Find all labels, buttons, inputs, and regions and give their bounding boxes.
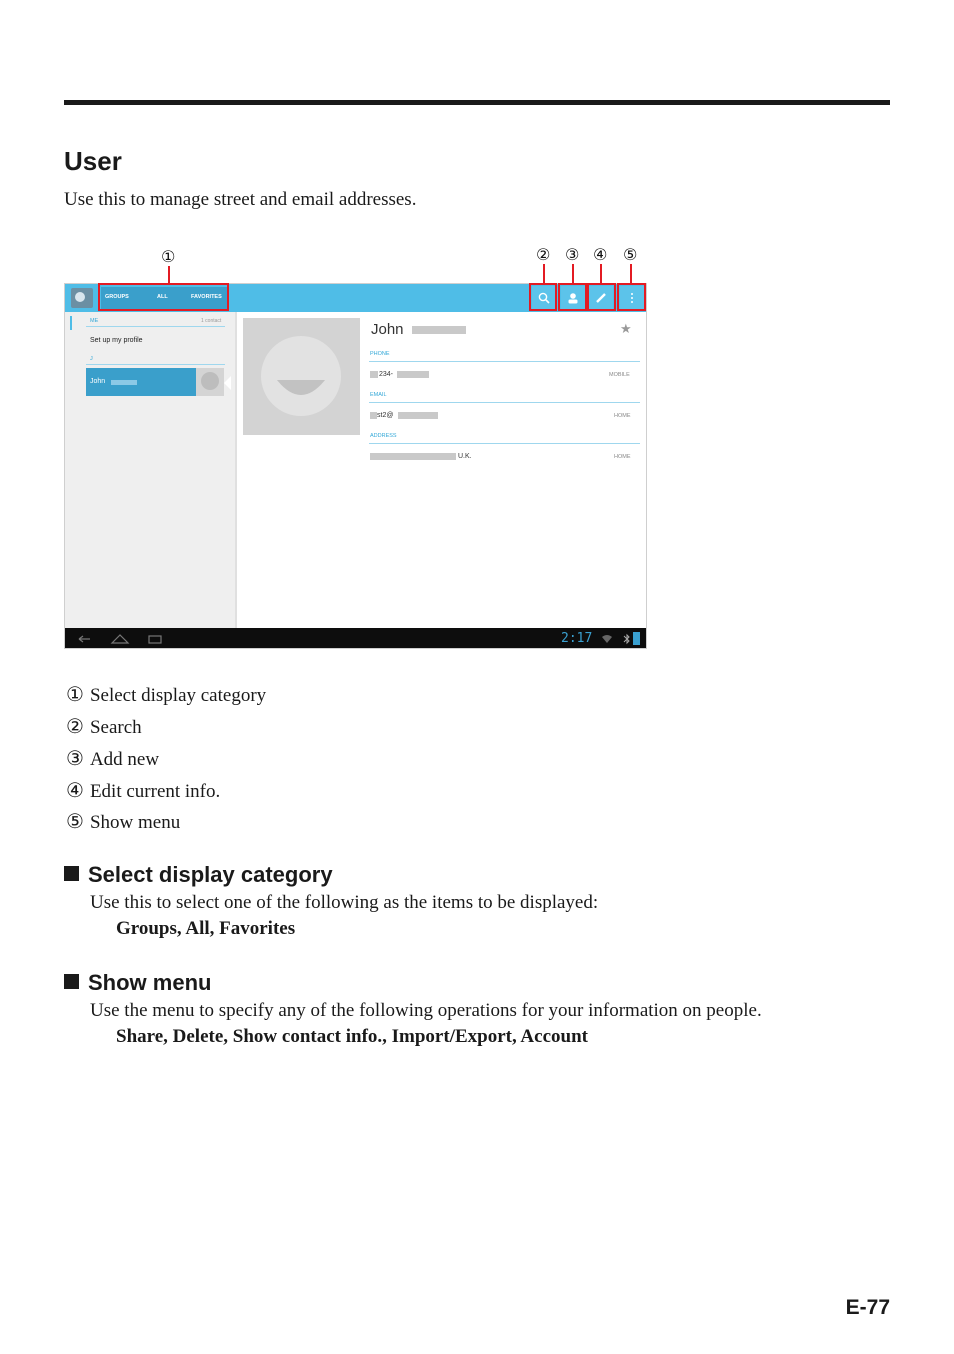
bluetooth-icon [623,632,631,646]
leader-line-2 [543,264,545,283]
page-title: User [64,146,122,176]
callout-1: ① [161,247,176,266]
tab-all[interactable]: ALL [157,294,168,300]
blurred-text [398,412,438,419]
highlight-add-new [558,283,587,311]
blurred-text [397,371,429,378]
phone-value[interactable]: 234- [379,371,394,378]
highlight-category-tabs [98,283,229,311]
legend-item-3: ③ Add new [66,746,160,770]
home-icon[interactable] [110,632,130,645]
divider [86,326,225,327]
blurred-surname [111,380,137,385]
blurred-text [370,371,378,378]
legend-item-2: ② Search [66,714,142,738]
top-rule [64,100,890,105]
divider [369,443,640,444]
divider [369,402,640,403]
battery-icon [633,632,640,645]
bullet-square-icon [64,974,79,989]
scroll-indicator [70,316,72,330]
section-options: Groups, All, Favorites [116,918,296,939]
contact-photo [243,318,360,435]
highlight-menu [617,283,646,311]
legend-item-5: ⑤ Show menu [66,809,181,833]
address-value[interactable]: U.K. [458,453,472,460]
back-icon[interactable] [75,633,93,645]
status-clock: 2:17 [561,631,593,646]
email-type: HOME [614,413,631,419]
callout-5: ⑤ [623,245,638,264]
tab-groups[interactable]: GROUPS [105,294,129,300]
divider [369,361,640,362]
leader-line-3 [572,264,574,283]
callout-4: ④ [593,245,608,264]
star-icon[interactable]: ★ [620,322,632,337]
address-header: ADDRESS [370,433,397,439]
blurred-surname [412,326,466,334]
wifi-icon [601,634,613,644]
divider [86,364,225,365]
legend-item-1: ① Select display category [66,682,267,706]
contacts-app-screenshot [64,283,647,649]
leader-line-4 [600,264,602,283]
section-text: Use the menu to specify any of the following operations for your information on people. [90,1000,762,1021]
section-text: Use this to select one of the following as the items to be displayed: [90,892,599,913]
contact-detail-name: John [371,321,404,338]
section-options: Share, Delete, Show contact info., Import/Export, Account [116,1026,588,1047]
address-type: HOME [614,454,631,460]
setup-profile-item[interactable]: Set up my profile [90,337,143,344]
page-number: E-77 [845,1296,890,1319]
blurred-text [370,453,456,460]
contact-thumbnail [196,368,224,396]
legend-item-4: ④ Edit current info. [66,778,221,802]
contact-list-pane [65,312,237,628]
section-heading: Select display category [64,862,333,888]
leader-line-1 [168,266,170,283]
selected-contact-row[interactable] [86,368,196,396]
selection-pointer [224,376,231,390]
leader-line-5 [630,264,632,283]
section-heading: Show menu [64,970,211,996]
callout-2: ② [536,245,551,264]
me-header: ME [90,318,99,324]
intro-text: Use this to manage street and email addresses. [64,189,417,210]
email-header: EMAIL [370,392,387,398]
blurred-text [370,412,377,419]
phone-type: MOBILE [609,372,630,378]
tab-favorites[interactable]: FAVORITES [191,294,222,300]
contact-name: John [90,378,106,385]
recent-apps-icon[interactable] [147,633,165,645]
contacts-app-icon [71,288,93,308]
email-value[interactable]: st2@ [377,412,394,419]
bullet-square-icon [64,866,79,881]
section-letter: J [90,356,93,362]
phone-header: PHONE [370,351,390,357]
contact-count: 1 contact [201,318,222,324]
highlight-search [529,283,557,311]
avatar-placeholder-icon [243,318,360,435]
highlight-edit [587,283,616,311]
callout-3: ③ [565,245,580,264]
system-nav-bar [65,628,647,649]
